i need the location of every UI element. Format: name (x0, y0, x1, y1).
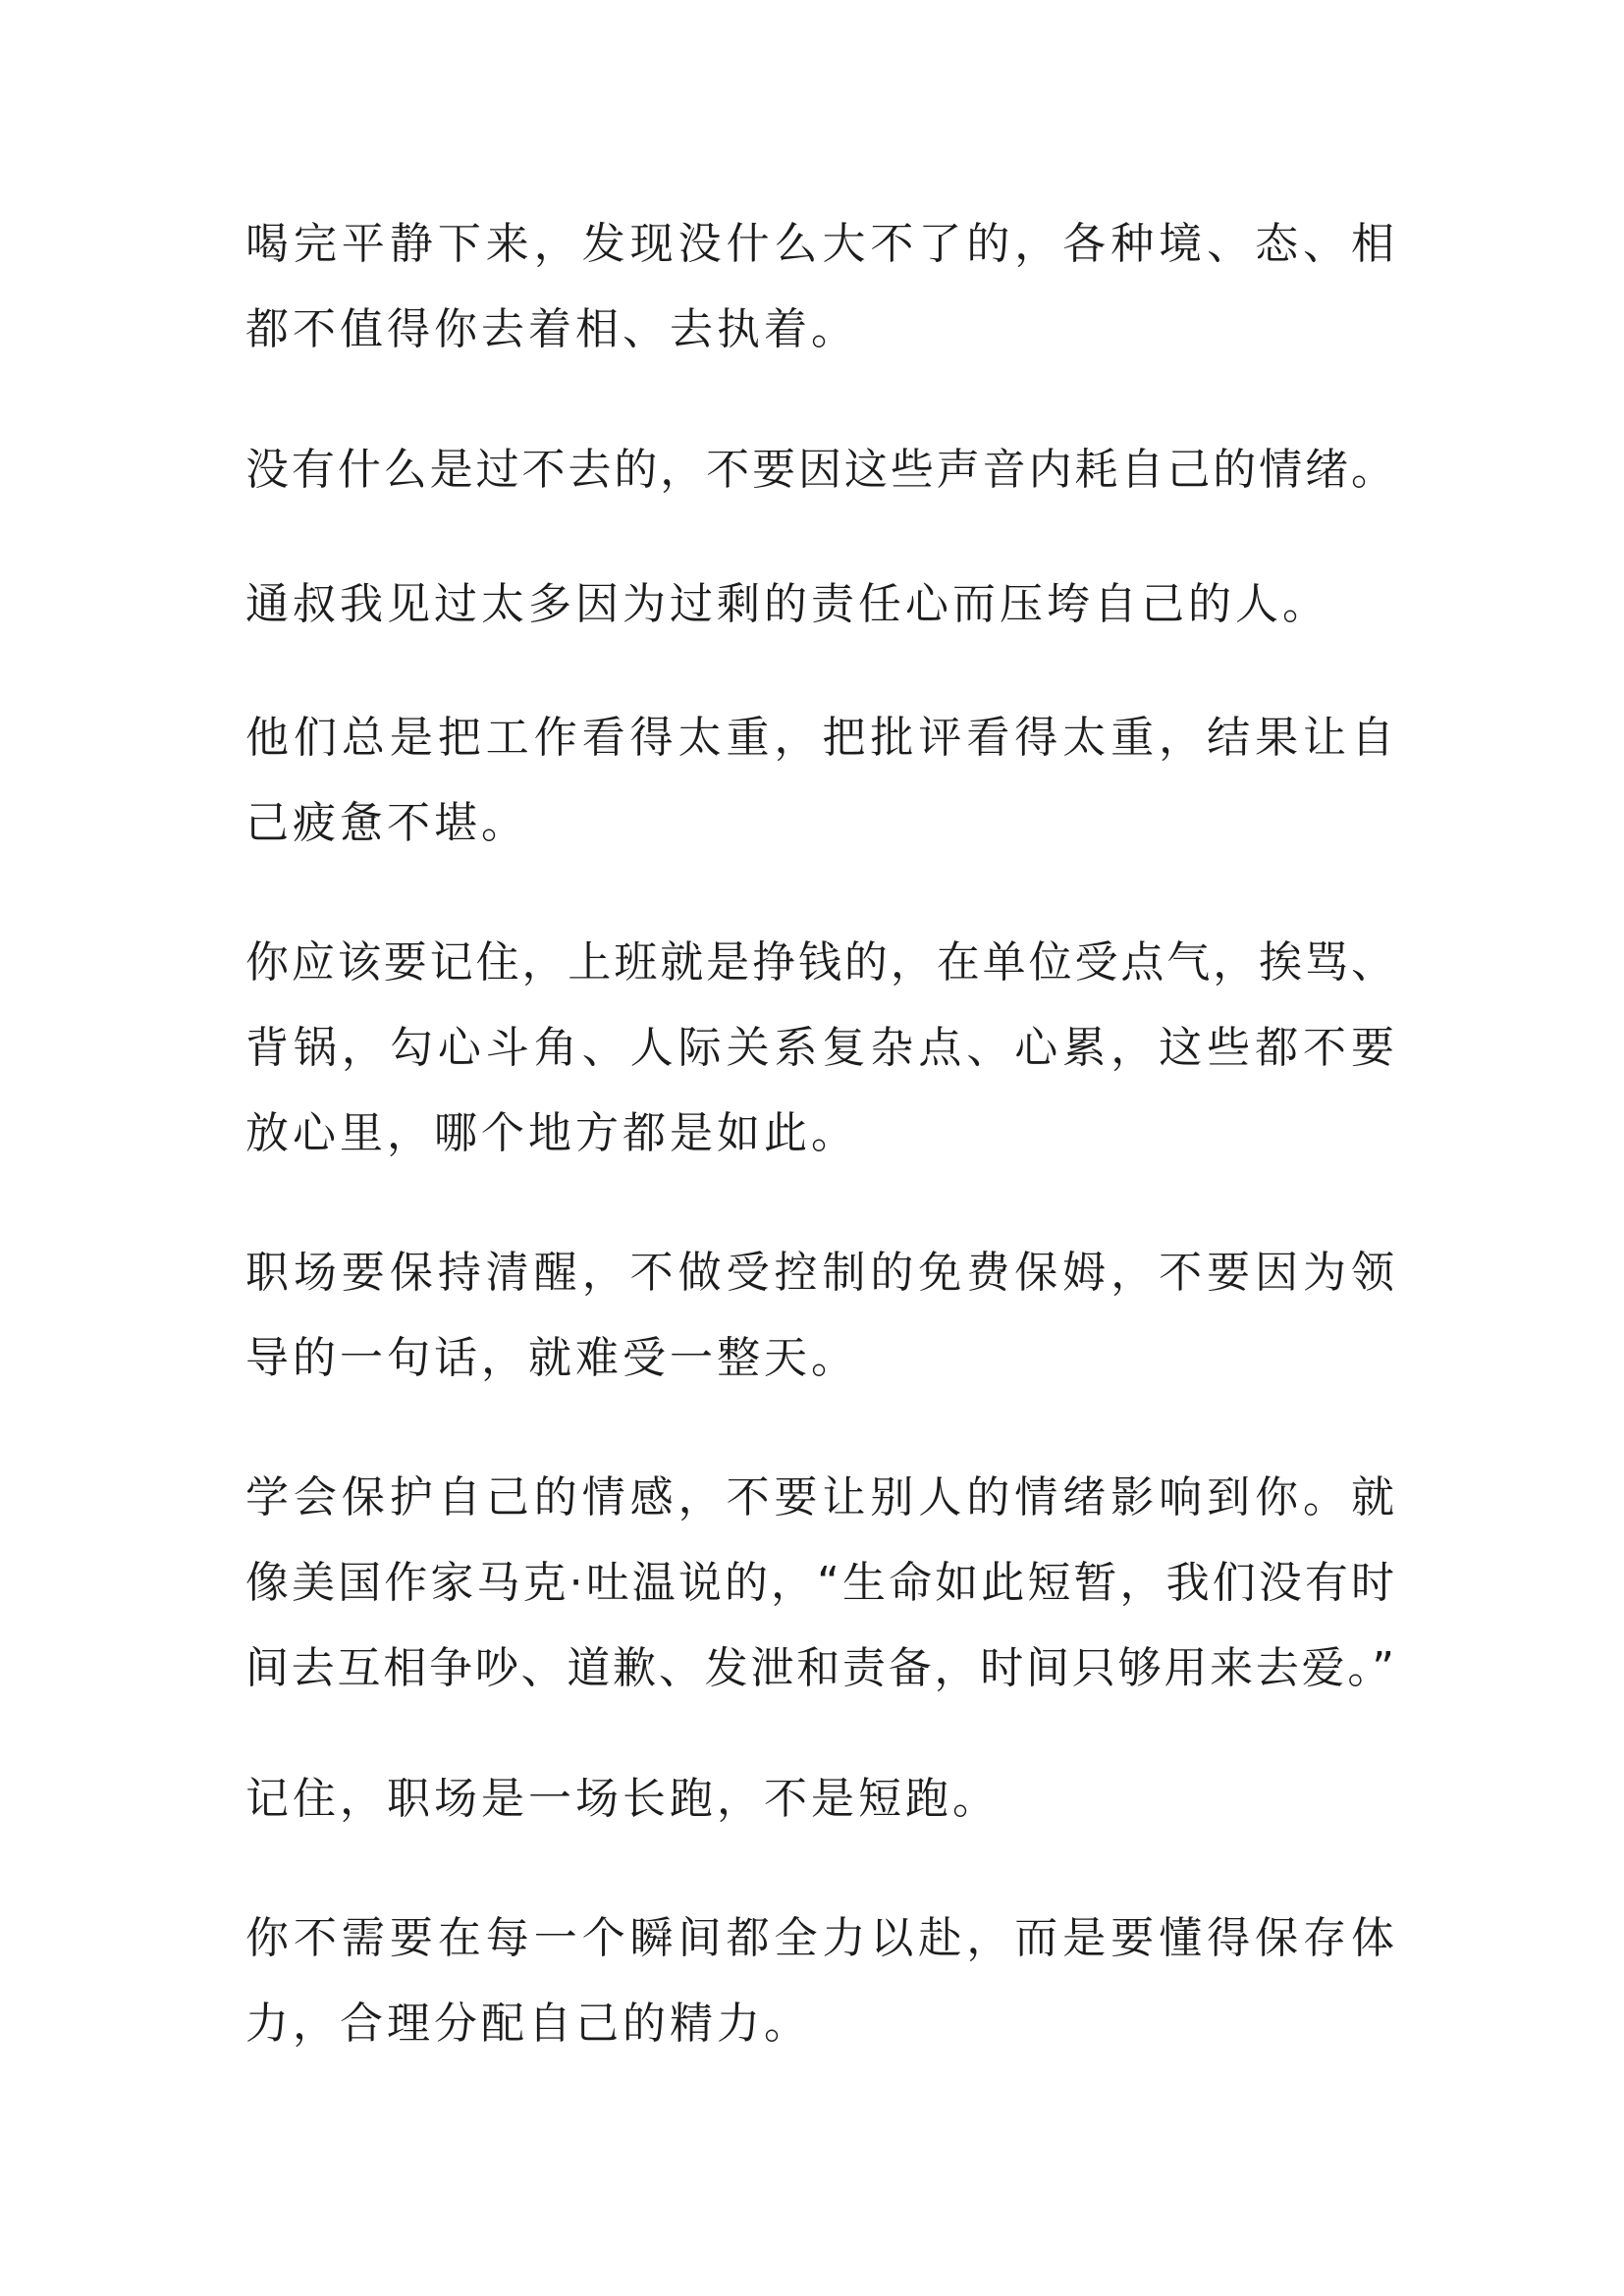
paragraph-6-line-1: 职场要保持清醒，不做受控制的免费保姆，不要因为领 (245, 1248, 1394, 1298)
paragraph-2-line-1: 没有什么是过不去的，不要因这些声音内耗自己的情绪。 (245, 445, 1394, 495)
paragraph-7-line-1: 学会保护自己的情感，不要让别人的情绪影响到你。就 (245, 1472, 1394, 1522)
paragraph-1-line-2: 都不值得你去着相、去执着。 (245, 304, 858, 354)
paragraph-9-line-2: 力，合理分配自己的精力。 (245, 1999, 811, 2049)
paragraph-3-line-1: 通叔我见过太多因为过剩的责任心而压垮自己的人。 (245, 579, 1329, 629)
paragraph-1-line-1: 喝完平静下来，发现没什么大不了的，各种境、态、相 (245, 219, 1394, 269)
paragraph-6-line-2: 导的一句话，就难受一整天。 (245, 1333, 858, 1383)
paragraph-5-line-1: 你应该要记住，上班就是挣钱的，在单位受点气，挨骂、 (245, 937, 1394, 988)
paragraph-7-line-2: 像美国作家马克·吐温说的，“生命如此短暂，我们没有时 (245, 1558, 1394, 1608)
paragraph-7-line-3: 间去互相争吵、道歉、发泄和责备，时间只够用来去爱。” (245, 1643, 1394, 1693)
paragraph-8-line-1: 记住，职场是一场长跑，不是短跑。 (245, 1774, 1000, 1824)
paragraph-5-line-3: 放心里，哪个地方都是如此。 (245, 1108, 858, 1158)
paragraph-4-line-1: 他们总是把工作看得太重，把批评看得太重，结果让自 (245, 713, 1394, 763)
paragraph-9-line-1: 你不需要在每一个瞬间都全力以赴，而是要懂得保存体 (245, 1913, 1394, 1963)
paragraph-5-line-2: 背锅，勾心斗角、人际关系复杂点、心累，这些都不要 (245, 1023, 1394, 1073)
paragraph-4-line-2: 己疲惫不堪。 (245, 798, 528, 848)
